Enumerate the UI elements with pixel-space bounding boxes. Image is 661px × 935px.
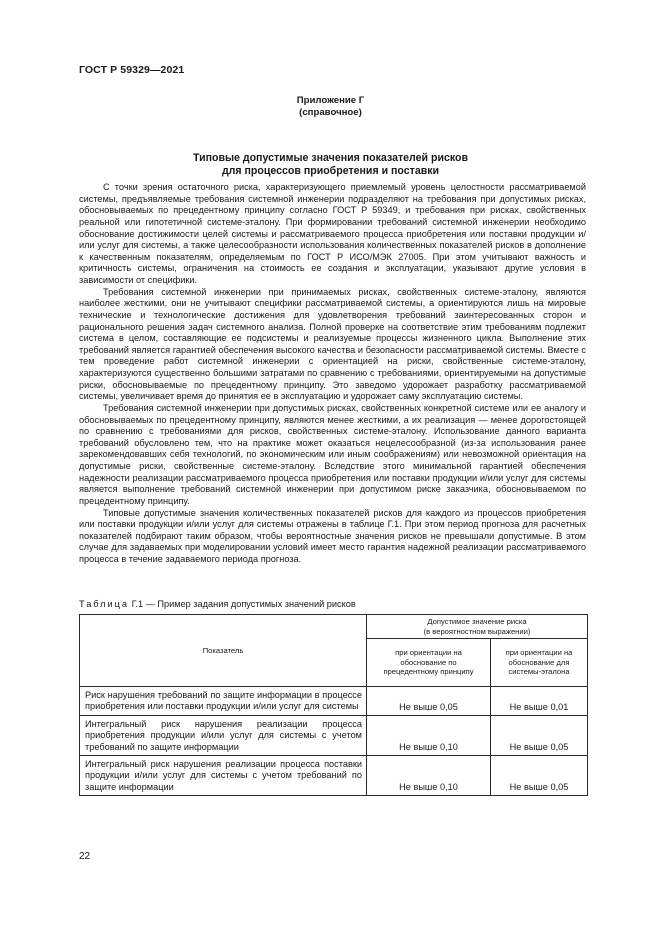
table-header-row [80,615,588,639]
column-header-indicator: Показатель [80,615,367,687]
column-header-permissible-line-1: Допустимое значение риска [427,617,527,627]
precedent-value-cell: Не выше 0,05 [367,687,491,716]
appendix-type: (справочное) [299,106,362,118]
section-title-line-1: Типовые допустимые значения показателей рисков [193,152,468,164]
reference-value-cell: Не выше 0,05 [491,756,588,796]
column-header-permissible [367,615,588,639]
paragraph-3: Требования системной инженерии при допустимых рисках, свойственных конкретной системе или ее аналогу и обосновываемых по прецедентному принципу, являются менее жесткими, а их реализация — менее дорогостоящей по сравнению с требованиями для рисков, свойственных системе-эталону. Использование данного варианта требований обусловлено тем, что на практике может оказаться нецелесообразной (из-за использования ранее зарекомендовавших себя технологий, по экономическим или иным соображениям) или невозможной ориентация на допустимые риски, свойственные системе-эталону. Вследствие этого минимальной гарантией обеспечения надежности реализации рассматриваемого процесса приобретения или поставки продукции и/или услуг для системы является выполнение требований системной инженерии при допустимом риске заказчика, обосновываемом по прецедентному принципу. [79,402,586,506]
indicator-cell: Интегральный риск нарушения реализации процесса приобретения продукции и/или услуг для системы с учетом требований по защите информации [80,715,367,755]
table-caption-label: Таблица [79,599,130,609]
table-row [80,687,588,716]
precedent-value-cell: Не выше 0,10 [367,715,491,755]
precedent-value-cell: Не выше 0,10 [367,756,491,796]
risk-values-table [79,614,588,796]
column-header-precedent-line-3: прецедентному принципу [383,667,474,677]
section-title [0,152,661,178]
appendix-label: Приложение Г [296,95,365,106]
column-header-precedent-line-1: при ориентации на [395,648,462,658]
column-header-reference-line-2: обоснование для [508,657,570,667]
paragraph-1: С точки зрения остаточного риска, характеризующего приемлемый уровень целостности рассматриваемой системы, предъявляемые требования системной инженерии подразделяют на требования при допустимых рисках, обосновываемых по прецедентному принципу согласно ГОСТ Р 59349, и требования при рисках, свойственных реальной или гипотетичной системе-эталону. При формировании требований системной инженерии необходимо обоснование достижимости целей системы и рассматриваемого процесса приобретения или поставки продукции и/или услуг для системы, а также целесообразности использования количественных показателей рисков в дополнение к качественным показателям, определяемым по ГОСТ Р ИСО/МЭК 27005. При этом учитывают важность и критичность системы, ограничения на стоимость ее создания и эксплуатации, указывают другие условия в зависимости от специфики. [79,182,586,285]
reference-value-cell: Не выше 0,01 [491,687,588,716]
column-header-precedent-line-2: обоснование по [400,657,457,667]
indicator-cell: Риск нарушения требований по защите информации в процессе приобретения или поставки продукции и/или услуг для системы [80,687,367,716]
column-header-precedent [367,639,491,687]
column-header-reference-line-3: системы-эталона [508,667,570,677]
table-caption [79,599,356,609]
column-header-reference [491,639,588,687]
page-number: 22 [79,851,91,862]
document-id: ГОСТ Р 59329—2021 [79,64,185,76]
appendix-heading [0,95,661,118]
paragraph-4: Типовые допустимые значения количественных показателей рисков для каждого из процессов приобретения или поставки продукции и/или услуг для системы отражены в таблице Г.1. При этом период прогноза для расчетных показателей подбирают таким образом, чтобы вероятностные значения рисков не превышали допустимые. В этом случае для задаваемых при моделировании условий имеет место гарантия надежной реализации рассматриваемого процесса в течение задаваемого периода прогноза. [79,507,586,564]
body-text [79,182,586,566]
column-header-permissible-line-2: (в вероятностном выражении) [423,626,531,636]
paragraph-2: Требования системной инженерии при принимаемых рисках, свойственных системе-эталону, являются наиболее жесткими, они не учитывают специфики рассматриваемой системы, а ориентируются лишь на мировые технические и технологические достижения для удовлетворения требований заинтересованных сторон и рационального решения задач системного анализа. Полной проверке на соответствие этим требованиям подлежит система в целом, составляющие ее подсистемы и реализуемые процессы жизненного цикла. Выполнение этих требований является гарантией обеспечения высокого качества и безопасности рассматриваемой системы. Вместе с тем проведение работ системной инженерии с ориентацией на риски, свойственные системе-эталону, характеризуются существенно большими затратами по сравнению с требованиями, ориентируемыми на допустимые риски, обосновываемые по прецедентному принципу. Это заведомо удорожает разработку рассматриваемой системы, увеличивает время до принятия ее в эксплуатацию и удорожает саму эксплуатацию системы. [79,286,586,402]
column-header-reference-line-1: при ориентации на [505,648,573,658]
table-row [80,715,588,755]
table-row [80,756,588,796]
section-title-line-2: для процессов приобретения и поставки [221,165,440,177]
indicator-cell: Интегральный риск нарушения реализации процесса поставки продукции и/или услуг для системы с учетом требований по защите информации [80,756,367,796]
reference-value-cell: Не выше 0,05 [491,715,588,755]
table-caption-text: Г.1 — Пример задания допустимых значений рисков [131,599,356,609]
